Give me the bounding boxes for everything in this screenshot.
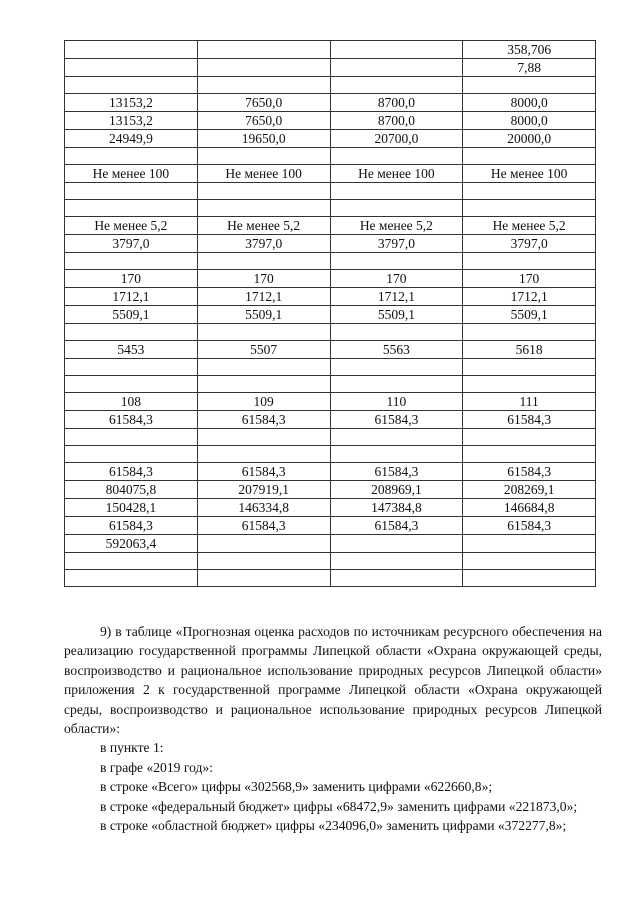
paragraph-9: 9) в таблице «Прогнозная оценка расходов по источникам ресурсного обеспечения на реализацию государственной программы Липецкой области «Охрана окружающей среды, воспроизводство и рациональное использование природных ресурсов Липецкой области» приложения 2 к государственной программе Липецкой области «Охрана окружающей среды, воспроизводство и рациональное использование природных ресурсов Липецкой области»: [64,624,602,737]
table-row [65,481,596,499]
paragraph-row-federal: в строке «федеральный бюджет» цифры «68472,9» заменить цифрами «221873,0»; [100,798,578,814]
table-cell [463,77,596,94]
table-cell: 5509,1 [330,306,463,324]
table-cell: 1712,1 [463,288,596,306]
table-row [65,306,596,324]
table-cell [330,376,463,393]
table-cell [330,570,463,587]
table-cell: Не менее 100 [463,165,596,183]
paragraph-row-regional: в строке «областной бюджет» цифры «234096,0» заменить цифрами «372277,8»; [100,818,567,834]
table-cell [463,253,596,270]
table-cell: 20000,0 [463,130,596,148]
table-cell: 5563 [330,341,463,359]
paragraph-item-1: в пункте 1: [100,740,164,756]
table-cell [463,324,596,341]
table-cell [197,41,330,59]
table-row [65,553,596,570]
table-cell: 61584,3 [197,411,330,429]
table-row [65,235,596,253]
table-cell [65,200,198,217]
table-cell [330,446,463,463]
table-cell [65,324,198,341]
table-cell: 20700,0 [330,130,463,148]
table-cell [463,376,596,393]
table-cell [197,553,330,570]
table-cell [330,359,463,376]
table-row [65,130,596,148]
table-cell [330,41,463,59]
table-cell [197,376,330,393]
table-cell: 61584,3 [197,463,330,481]
table-cell: 592063,4 [65,535,198,553]
table-cell: 170 [197,270,330,288]
table-cell: Не менее 100 [65,165,198,183]
table-cell [65,429,198,446]
paragraph-row-total: в строке «Всего» цифры «302568,9» заменить цифрами «622660,8»; [100,779,493,795]
table-cell: 7650,0 [197,94,330,112]
table-cell: 19650,0 [197,130,330,148]
table-cell: 111 [463,393,596,411]
table-cell [65,359,198,376]
table-row [65,253,596,270]
table-cell [197,446,330,463]
table-cell [463,535,596,553]
table-cell: 208969,1 [330,481,463,499]
table-cell [330,200,463,217]
table-cell: 61584,3 [463,411,596,429]
table-cell: 8000,0 [463,94,596,112]
table-cell: 5507 [197,341,330,359]
table-cell: 61584,3 [330,517,463,535]
table-cell: 1712,1 [197,288,330,306]
table-cell: 8700,0 [330,112,463,130]
table-row [65,341,596,359]
table-cell: 24949,9 [65,130,198,148]
table-cell: 170 [330,270,463,288]
table-cell [197,429,330,446]
table-cell: 170 [463,270,596,288]
table-cell: Не менее 5,2 [463,217,596,235]
table-cell: 5453 [65,341,198,359]
table-cell [65,570,198,587]
table-row [65,217,596,235]
table-cell [330,77,463,94]
table-cell [65,148,198,165]
table-cell: 108 [65,393,198,411]
table-cell: 61584,3 [463,517,596,535]
table-row [65,112,596,130]
table-row [65,165,596,183]
table-row [65,535,596,553]
table-cell [330,535,463,553]
table-cell: 8000,0 [463,112,596,130]
table-cell [65,59,198,77]
table-row [65,94,596,112]
table-cell: 5509,1 [463,306,596,324]
table-cell: 170 [65,270,198,288]
table-cell: 109 [197,393,330,411]
table-cell: 61584,3 [330,411,463,429]
table-cell: 110 [330,393,463,411]
table-cell: 7650,0 [197,112,330,130]
table-cell: 3797,0 [197,235,330,253]
table-cell: 5509,1 [65,306,198,324]
table-cell [463,200,596,217]
table-row [65,148,596,165]
table-cell: 13153,2 [65,94,198,112]
table-cell [197,200,330,217]
table-row [65,411,596,429]
table-cell [65,253,198,270]
table-cell [65,553,198,570]
table-cell: 1712,1 [65,288,198,306]
table-cell: 61584,3 [197,517,330,535]
table-row [65,376,596,393]
table-row [65,570,596,587]
table-cell [197,359,330,376]
amendment-text [64,622,602,835]
table-row [65,446,596,463]
table-cell: 207919,1 [197,481,330,499]
paragraph-column-2019: в графе «2019 год»: [100,759,213,775]
table-cell: 804075,8 [65,481,198,499]
table-cell [65,446,198,463]
table-cell: 1712,1 [330,288,463,306]
table-cell [330,148,463,165]
table-row [65,41,596,59]
table-row [65,77,596,94]
table-cell [330,253,463,270]
table-cell: 61584,3 [65,517,198,535]
table-cell: 208269,1 [463,481,596,499]
table-cell: 147384,8 [330,499,463,517]
table-cell [65,41,198,59]
table-cell: 61584,3 [330,463,463,481]
table-cell [463,183,596,200]
table-cell [197,253,330,270]
table-row [65,393,596,411]
table-cell [65,183,198,200]
table-cell [330,183,463,200]
table-cell [463,429,596,446]
table-cell [197,183,330,200]
table-cell: Не менее 100 [330,165,463,183]
table-cell: 146684,8 [463,499,596,517]
table-cell: 358,706 [463,41,596,59]
table-cell: 61584,3 [463,463,596,481]
table-row [65,499,596,517]
table-row [65,270,596,288]
table-cell: 3797,0 [330,235,463,253]
table-row [65,183,596,200]
table-row [65,59,596,77]
table-cell [197,59,330,77]
table-cell: Не менее 5,2 [197,217,330,235]
table-cell [197,77,330,94]
table-cell [197,570,330,587]
table-cell: 3797,0 [463,235,596,253]
table-cell: 146334,8 [197,499,330,517]
table-cell [463,446,596,463]
table-cell [463,553,596,570]
table-cell [463,359,596,376]
table-cell: 3797,0 [65,235,198,253]
table-cell: Не менее 5,2 [65,217,198,235]
table-cell: 5509,1 [197,306,330,324]
table-cell [330,553,463,570]
table-cell [65,376,198,393]
table-row [65,517,596,535]
table-cell [197,324,330,341]
table-row [65,429,596,446]
budget-table [64,40,596,587]
table-cell: 7,88 [463,59,596,77]
table-cell [330,429,463,446]
table-cell [65,77,198,94]
table-cell: 13153,2 [65,112,198,130]
table-cell [463,570,596,587]
table-row [65,288,596,306]
table-cell [463,148,596,165]
table-cell: 61584,3 [65,411,198,429]
table-row [65,324,596,341]
table-row [65,359,596,376]
table-row [65,463,596,481]
table-cell [197,535,330,553]
table-cell: 8700,0 [330,94,463,112]
table-cell: 61584,3 [65,463,198,481]
table-cell [197,148,330,165]
table-cell [330,324,463,341]
table-cell: Не менее 5,2 [330,217,463,235]
table-row [65,200,596,217]
table-cell [330,59,463,77]
table-cell: Не менее 100 [197,165,330,183]
table-cell: 5618 [463,341,596,359]
table-cell: 150428,1 [65,499,198,517]
